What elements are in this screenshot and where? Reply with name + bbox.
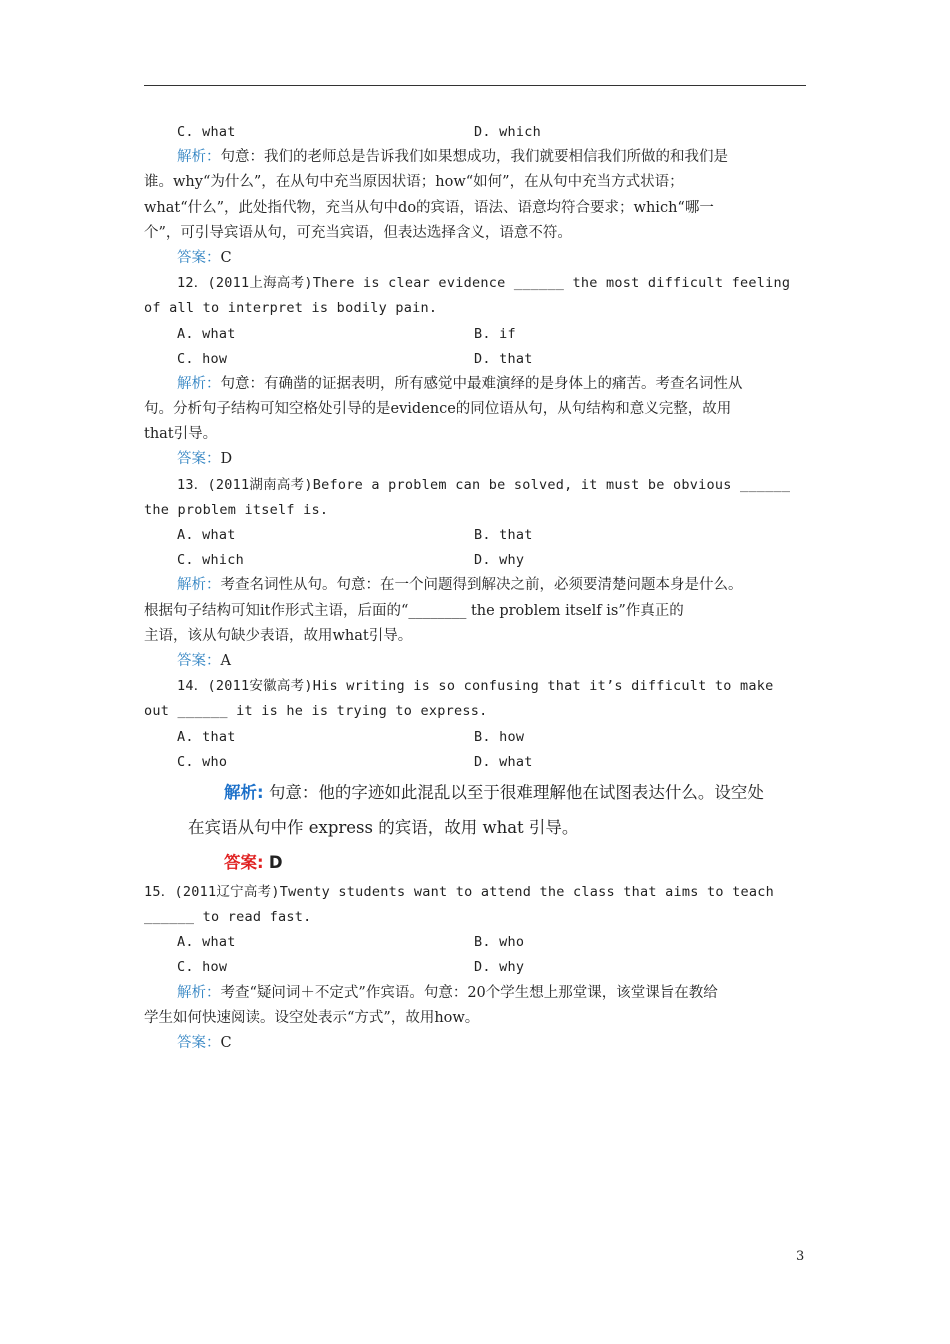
q15-stem-line-2: ______ to read fast.: [144, 909, 312, 926]
q11-analysis-line-2: 谁。why“为什么”，在从句中充当原因状语；how“如何”，在从句中充当方式状语；: [144, 174, 684, 191]
q12-option-d: D. that: [474, 350, 533, 367]
q14-stem-line-1: 14．(2011安徽高考)His writing is so confusing that it’s difficult to make: [177, 678, 774, 695]
q14-option-d: D. what: [474, 753, 533, 770]
q15-analysis-line-2: 学生如何快速阅读。设空处表示“方式”，故用how。: [144, 1009, 480, 1026]
q11-analysis-line-4: 个”，可引导宾语从句，可充当宾语，但表达选择含义，语意不符。: [144, 224, 572, 241]
q15-answer: 答案：C: [177, 1035, 232, 1051]
q13-stem-line-2: the problem itself is.: [144, 501, 329, 518]
q15-option-b: B. who: [474, 934, 525, 951]
q14-stem-line-2: out ______ it is he is trying to express.: [144, 703, 488, 720]
q13-options-cd: [144, 548, 806, 573]
q13-options-ab: [144, 523, 806, 548]
q14-answer: 答案: D: [224, 852, 283, 872]
q12-option-a: A. what: [177, 325, 236, 342]
q11-analysis-label: 解析：: [177, 149, 221, 166]
q12-options-ab: [144, 322, 806, 347]
q15-options-cd: [144, 955, 806, 980]
q14-option-c: C. who: [177, 753, 228, 770]
q15-option-a: A. what: [177, 934, 236, 951]
q12-answer: 答案：D: [177, 451, 233, 468]
q13-analysis-line-3: 主语，该从句缺少表语，故用what引导。: [144, 627, 413, 644]
q12-analysis-line-2: 句。分析句子结构可知空格处引导的是evidence的同位语从句，从句结构和意义完整，故用: [144, 401, 732, 418]
q11-option-d: D. which: [474, 124, 542, 140]
q15-option-d: D. why: [474, 959, 525, 976]
q14-options-cd: [144, 750, 806, 775]
page-number: 3: [796, 1249, 805, 1264]
q13-answer: 答案：A: [177, 652, 231, 669]
q15-analysis-line-1: 解析：考查“疑问词＋不定式”作宾语。句意：20个学生想上那堂课，该堂课旨在教给: [177, 984, 718, 1001]
q11-options-cd: [144, 120, 806, 145]
q11-answer: 答案：C: [177, 249, 232, 266]
q15-stem-line-1: 15．(2011辽宁高考)Twenty students want to attend the class that aims to teach: [144, 883, 775, 900]
q12-stem-line-1: 12．(2011上海高考)There is clear evidence ______ the most difficult feeling: [177, 275, 791, 292]
q14-option-a: A. that: [177, 728, 236, 745]
q11-option-c: C. what: [177, 124, 236, 140]
q14-analysis-line-2: 在宾语从句中作 express 的宾语，故用 what 引导。: [188, 817, 579, 837]
q15-option-c: C. how: [177, 959, 228, 976]
q13-option-a: A. what: [177, 527, 236, 543]
q13-option-c: C. which: [177, 552, 245, 569]
q14-option-b: B. how: [474, 728, 525, 745]
q12-options-cd: [144, 347, 806, 372]
q15-options-ab: [144, 930, 806, 955]
q13-analysis-line-2: 根据句子结构可知it作形式主语，后面的“________ the problem itself is”作真正的: [144, 602, 684, 619]
q13-option-b: B. that: [474, 527, 533, 543]
q12-analysis-line-3: that引导。: [144, 426, 218, 443]
q12-analysis-line-1: 解析：句意：有确凿的证据表明，所有感觉中最难演绎的是身体上的痛苦。考查名词性从: [177, 375, 743, 392]
header-rule: [144, 85, 806, 86]
q12-option-c: C. how: [177, 350, 228, 367]
q11-analysis-line-3: what“什么”，此处指代物，充当从句中do的宾语，语法、语意均符合要求；which“哪一: [144, 199, 714, 216]
q11-analysis-line-1: 解析：句意：我们的老师总是告诉我们如果想成功，我们就要相信我们所做的和我们是: [177, 149, 728, 166]
q13-analysis-line-1: 解析：考查名词性从句。句意：在一个问题得到解决之前，必须要清楚问题本身是什么。: [177, 577, 743, 594]
q13-option-d: D. why: [474, 552, 525, 569]
q14-analysis-line-1: 解析: 句意：他的字迹如此混乱以至于很难理解他在试图表达什么。设空处: [224, 782, 764, 802]
q13-stem-line-1: 13．(2011湖南高考)Before a problem can be solved, it must be obvious ______: [177, 476, 791, 493]
page-content: [144, 120, 806, 1056]
q14-options-ab: [144, 725, 806, 750]
q12-stem-line-2: of all to interpret is bodily pain.: [144, 300, 438, 317]
q12-option-b: B. if: [474, 325, 516, 342]
